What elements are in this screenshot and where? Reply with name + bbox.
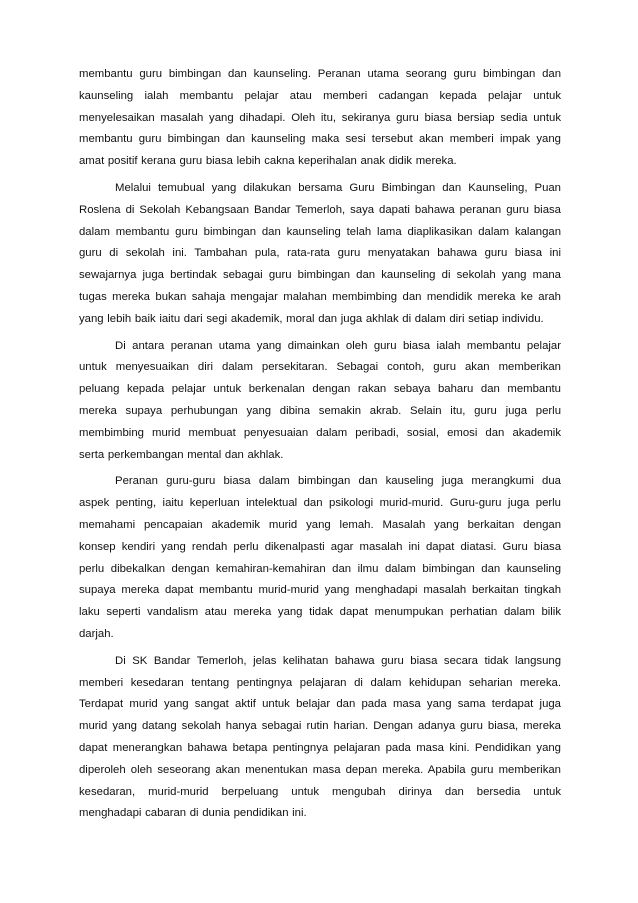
text-line: menghadapi cabaran di dunia pendidikan ini.	[79, 807, 307, 820]
text-line: darjah.	[79, 627, 114, 640]
text-line: guru di sekolah ini. Tambahan pula, rata-rata guru menyatakan bahawa guru biasa ini	[79, 247, 561, 260]
text-line: aspek penting, iaitu keperluan intelektual dan psikologi murid-murid. Guru-guru juga perlu	[79, 497, 561, 510]
text-line: Di antara peranan utama yang dimainkan oleh guru biasa ialah membantu pelajar	[115, 339, 561, 352]
text-line: menyelesaikan masalah yang dihadapi. Oleh itu, sekiranya guru biasa bersiap sedia untuk	[79, 111, 561, 124]
text-line: sewajarnya juga bertindak sebagai guru bimbingan dan kaunseling di sekolah yang mana	[79, 269, 561, 282]
text-line: untuk menyesuaikan diri dalam persekitaran. Sebagai contoh, guru akan memberikan	[79, 361, 561, 374]
text-line: Peranan guru-guru biasa dalam bimbingan dan kauseling juga merangkumi dua	[115, 475, 561, 488]
paragraph-3	[79, 336, 561, 467]
text-line: kesedaran, murid-murid berpeluang untuk mengubah dirinya dan bersedia untuk	[79, 785, 561, 798]
paragraph-5	[79, 651, 561, 825]
text-line: Terdapat murid yang sangat aktif untuk belajar dan pada masa yang sama terdapat juga	[79, 698, 561, 711]
text-line: tugas mereka bukan sahaja mengajar malahan membimbing dan mendidik mereka ke arah	[79, 290, 561, 303]
text-line: serta perkembangan mental dan akhlak.	[79, 448, 284, 461]
text-line: membimbing murid membuat penyesuaian dalam peribadi, sosial, emosi dan akademik	[79, 426, 561, 439]
text-line: dapat menerangkan bahawa betapa pentingnya pelajaran pada masa kini. Pendidikan yang	[79, 741, 561, 754]
text-line: memahami pencapaian akademik murid yang lemah. Masalah yang berkaitan dengan	[79, 518, 561, 531]
text-line: peluang kepada pelajar untuk berkenalan dengan rakan sebaya baharu dan membantu	[79, 383, 561, 396]
text-line: Di SK Bandar Temerloh, jelas kelihatan bahawa guru biasa secara tidak langsung	[115, 654, 561, 667]
paragraph-4	[79, 471, 561, 645]
text-line: dalam membantu guru bimbingan dan kaunseling telah lama diaplikasikan dalam kalangan	[79, 225, 561, 238]
paragraph-2	[79, 178, 561, 331]
text-line: membantu guru bimbingan dan kaunseling maka sesi tersebut akan memberi impak yang	[79, 133, 561, 146]
text-line: yang lebih baik iaitu dari segi akademik, moral dan juga akhlak di dalam diri setiap individu.	[79, 312, 544, 325]
paragraph-1	[79, 64, 561, 173]
text-line: supaya mereka dapat membantu murid-murid yang menghadapi masalah berkaitan tingkah	[79, 584, 561, 597]
text-line: Roslena di Sekolah Kebangsaan Bandar Temerloh, saya dapati bahawa peranan guru biasa	[79, 203, 561, 216]
text-line: mereka supaya perhubungan yang dibina semakin akrab. Selain itu, guru juga perlu	[79, 404, 561, 417]
text-line: konsep kendiri yang rendah perlu dikenalpasti agar masalah ini dapat diatasi. Guru biasa	[79, 540, 561, 553]
text-line: membantu guru bimbingan dan kaunseling. Peranan utama seorang guru bimbingan dan	[79, 68, 561, 80]
text-line: memberi kesedaran tentang pentingnya pelajaran di dalam kehidupan seharian mereka.	[79, 676, 561, 689]
text-line: diperoleh oleh seseorang akan menentukan masa depan mereka. Apabila guru memberikan	[79, 763, 561, 776]
document-page	[79, 64, 561, 830]
text-line: Melalui temubual yang dilakukan bersama Guru Bimbingan dan Kaunseling, Puan	[115, 181, 561, 194]
text-line: laku seperti vandalism atau mereka yang tidak dapat menumpukan perhatian dalam bilik	[79, 606, 561, 619]
text-line: amat positif kerana guru biasa lebih cakna keperihalan anak didik mereka.	[79, 155, 457, 168]
text-line: murid yang datang sekolah hanya sebagai rutin harian. Dengan adanya guru biasa, mereka	[79, 720, 561, 733]
text-line: kaunseling ialah membantu pelajar atau memberi cadangan kepada pelajar untuk	[79, 89, 561, 102]
text-line: perlu dibekalkan dengan kemahiran-kemahiran dan ilmu dalam bimbingan dan kaunseling	[79, 562, 561, 575]
